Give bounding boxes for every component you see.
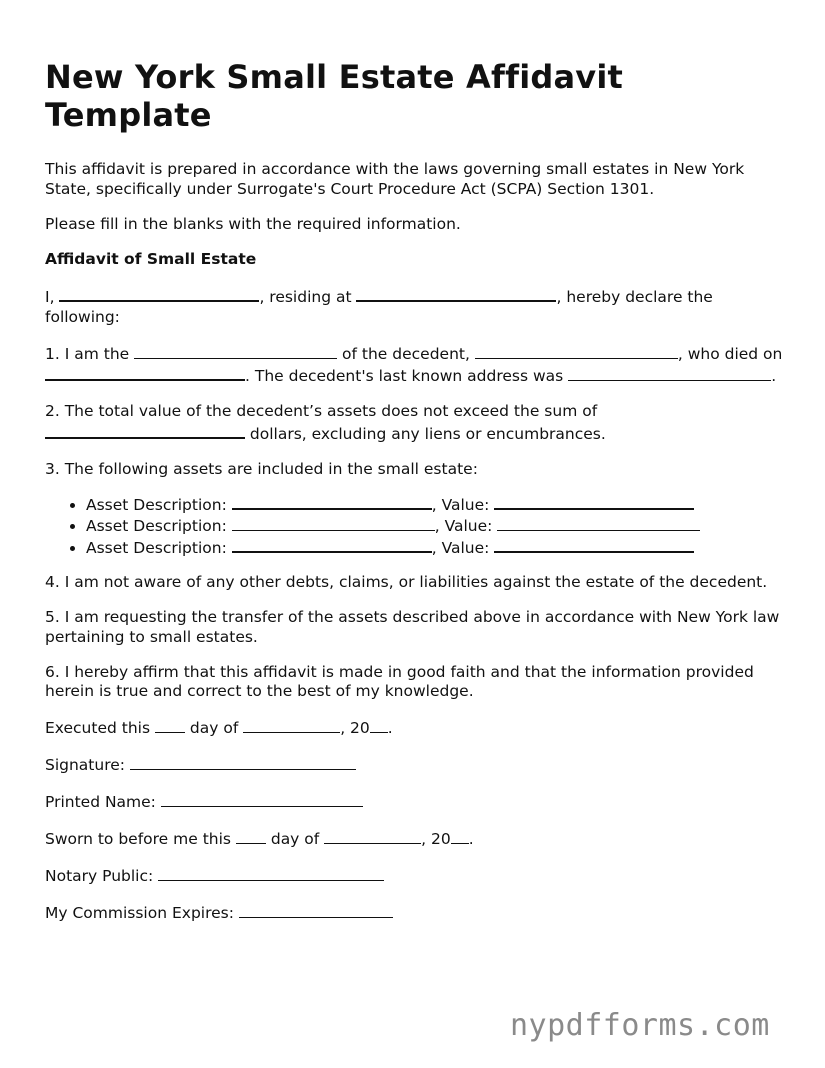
- asset-description-blank[interactable]: [232, 493, 432, 510]
- asset-value-blank[interactable]: [494, 493, 694, 510]
- sworn-day-blank[interactable]: [236, 828, 266, 844]
- sworn-year-blank[interactable]: [451, 828, 469, 844]
- item-2-paragraph: 2. The total value of the decedent’s assets does not exceed the sum of dollars, excluding any liens or encumbrances.: [45, 402, 606, 443]
- signature-blank[interactable]: [130, 754, 356, 770]
- instruction-paragraph: Please fill in the blanks with the required information.: [45, 214, 461, 233]
- asset-description-blank[interactable]: [232, 515, 435, 531]
- executed-year-blank[interactable]: [370, 717, 388, 733]
- notary-line: Notary Public:: [45, 865, 785, 887]
- total-value-blank[interactable]: [45, 422, 245, 439]
- decedent-address-blank[interactable]: [568, 365, 771, 381]
- intro-paragraph: This affidavit is prepared in accordance with the laws governing small estates in New York State, specifically under Surrogate's Court Procedure Act (SCPA) Section 1301.: [45, 160, 745, 198]
- relationship-blank[interactable]: [134, 343, 337, 359]
- affidavit-subheading: Affidavit of Small Estate: [45, 249, 257, 268]
- asset-list-item: • Asset Description: , Value:: [86, 515, 785, 536]
- printed-name-line: Printed Name:: [45, 791, 785, 813]
- sworn-line: Sworn to before me this day of , 20 .: [45, 830, 474, 848]
- date-of-death-blank[interactable]: [45, 364, 245, 381]
- printed-name-blank[interactable]: [161, 791, 363, 807]
- executed-day-blank[interactable]: [155, 717, 185, 733]
- executed-month-blank[interactable]: [243, 717, 340, 733]
- item-3-paragraph: 3. The following assets are included in the small estate:: [45, 459, 478, 478]
- document-title: New York Small Estate Affidavit Template: [45, 58, 624, 134]
- item-1-paragraph: 1. I am the of the decedent, , who died on . The decedent's last known address was .: [45, 344, 783, 385]
- asset-list: [45, 493, 785, 558]
- executed-line: Executed this day of , 20 .: [45, 719, 393, 737]
- declaration-paragraph: I, , residing at , hereby declare the following:: [45, 285, 785, 327]
- commission-line: My Commission Expires:: [45, 902, 785, 924]
- asset-description-blank[interactable]: [232, 536, 432, 553]
- decedent-name-blank[interactable]: [475, 343, 678, 359]
- asset-list-item: • Asset Description: , Value:: [86, 536, 785, 558]
- commission-expires-blank[interactable]: [239, 902, 393, 918]
- item-4-paragraph: 4. I am not aware of any other debts, claims, or liabilities against the estate of the decedent.: [45, 573, 768, 591]
- watermark: nypdfforms.com: [510, 1008, 770, 1043]
- asset-value-blank[interactable]: [497, 515, 700, 531]
- asset-list-item: • Asset Description: , Value:: [86, 493, 785, 515]
- document-page: [45, 58, 785, 939]
- signature-line: Signature:: [45, 754, 785, 776]
- item-5-paragraph: 5. I am requesting the transfer of the assets described above in accordance with New York law pertaining to small estates.: [45, 608, 780, 646]
- notary-blank[interactable]: [158, 865, 384, 881]
- asset-value-blank[interactable]: [494, 536, 694, 553]
- sworn-month-blank[interactable]: [324, 828, 421, 844]
- item-6-paragraph: 6. I hereby affirm that this affidavit is made in good faith and that the information provided herein is true and correct to the best of my knowledge.: [45, 662, 754, 700]
- affiant-address-blank[interactable]: [356, 285, 556, 302]
- affiant-name-blank[interactable]: [59, 285, 259, 302]
